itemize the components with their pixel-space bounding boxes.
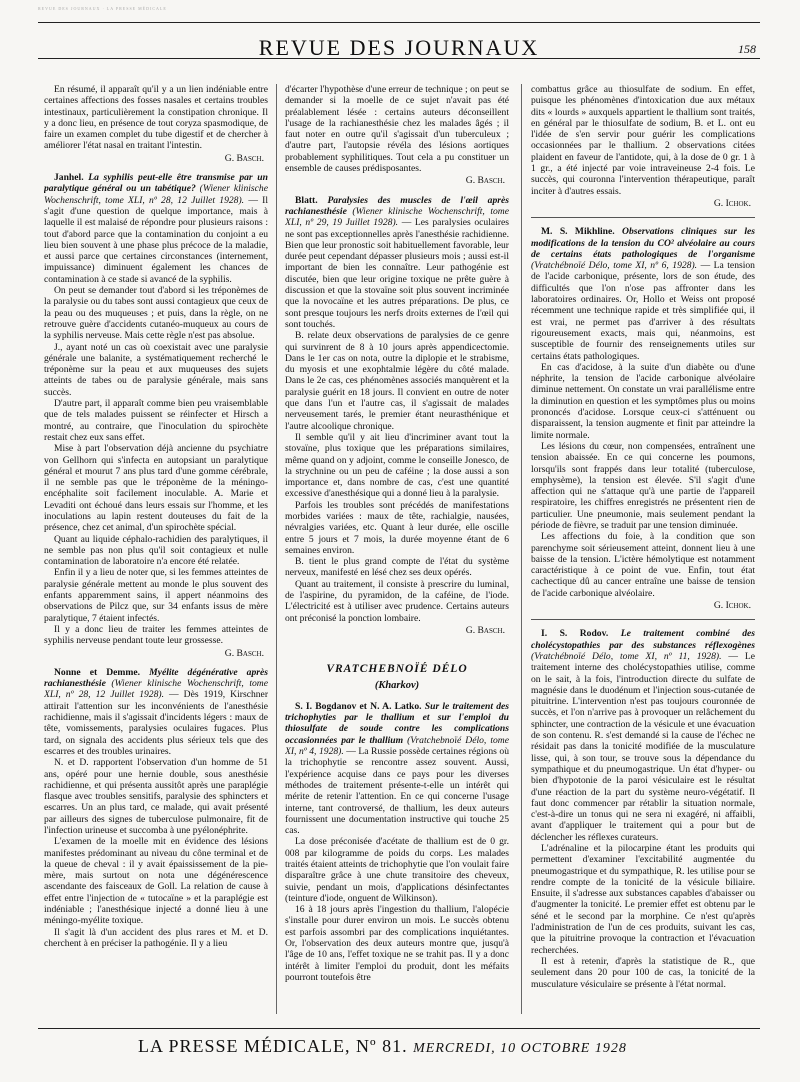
article-nonne-demme: [44, 667, 268, 949]
paragraph: Il y a donc lieu de traiter les femmes atteintes de syphilis nerveuse pendant toute leur grossesse.: [44, 623, 268, 647]
article-heading: [44, 667, 268, 757]
paragraph: Enfin il y a lieu de noter que, si les femmes atteintes de paralysie générale mettent au monde le plus souvent des enfants apparemment sains, il appert néanmoins des observations de Pilcz que, sur 34 enfants issus de mère paralytique, 7 étaient infectés.: [44, 567, 268, 624]
article-heading: [531, 226, 755, 362]
column-right: [531, 84, 755, 1014]
article-author: I. S. Rodov.: [541, 628, 609, 640]
article-bogdanov-latko: [285, 701, 509, 983]
article-source: (Wiener klinische Wochenschrift, tome XLI, nº 28, 12 Juillet 1928).: [44, 183, 268, 206]
article-heading: [44, 172, 268, 285]
paragraph: B. relate deux observations de paralysies de ce genre qui survinrent de 8 à 10 jours après appendicectomie. Dans le 1er cas on nota, outre la diplopie et le strabisme, du myosis et une exophtalmie légère du côté malade. Dans le 2e cas, ces phénomènes associés manquèrent et la paralysie guérit en 18 jours. Il convient en outre de noter que dans l'un et l'autre cas, il s'agissait de malades nerveusement tarés, le premier étant neurasthénique et l'autre alcoolique chronique.: [285, 330, 509, 432]
issue-date: MERCREDI, 10 OCTOBRE 1928: [413, 1041, 627, 1056]
paragraph: 16 à 18 jours après l'ingestion du thallium, l'alopécie s'installe pour durer environ un mois. Le succès obtenu est parfois assombri par des complications inquiétantes. Or, l'observation des deux auteurs montre que, jusqu'à l'âge de 10 ans, l'effet toxique ne se trahit pas. Il y a donc intérêt à limiter l'emploi du produit, dont les méfaits pourront toutefois être: [285, 904, 509, 983]
paragraph: d'écarter l'hypothèse d'une erreur de technique ; on peut se demander si la moelle de ce sujet n'avait pas été préalablement lésée : certains auteurs déconseillent l'usage de la rachianesthésie chez les malades âgés ; il faut noter en outre qu'il s'agissait d'un tuberculeux ; d'autre part, l'autopsie révéla des lésions aortiques probablement syphilitiques. Tout cela a pu constituer un ensemble de causes prédisposantes.: [285, 84, 509, 175]
article-source: (Wiener klinische Wochenschrift, tome XLI, nº 29, 19 Juillet 1928).: [285, 205, 509, 229]
paragraph: — Les paralysies oculaires ne sont pas exceptionnelles après l'anesthésie rachidienne. Bien que leur pronostic soit habituellement favorable, leur durée peut cependant dépasser plusieurs mois ; aussi est-il important de bien les connaître. Leur pathogénie est discutée, bien que leur origine toxique ne prête guère à discussion et que la stovaïne soit plus souvent incriminée que la novocaïne et les autres préparations. De plus, ce sont presque toujours les nerfs droits externes de l'œil qui sont touchés.: [285, 217, 509, 330]
article-author: Janhel.: [54, 172, 84, 184]
page-title: REVUE DES JOURNAUX: [258, 35, 540, 60]
paragraph: — Le traitement interne des cholécystopathies utilise, comme on le sait, à la fois, l'introduction directe du sulfate de magnésie dans le duodénum et l'injection sous-cutanée de pituitrine. L'intervention n'est pas toujours couronnée de succès, et l'on n'arrive pas à provoquer un relâchement du sphincter, une contraction de la vésicule et une évacuation de son contenu. R. s'est demandé si la cause de l'échec ne résidait pas dans la tonicité modifiée de la musculature lisse, qui, à son tour, se trouve sous la dépendance du sympathique et du pneumogastrique. Un état d'hyper- ou bien d'hypotonie de la paroi vésiculaire est le résultat d'une réaction de la part du système neuro-végétatif. Il faut donc commencer par rétablir la situation normale, c'est-à-dire un tonus qui ne sera ni exagéré, ni affaibli, avant d'appliquer le traitement qui a pour but de déclencher les réflexes curateurs.: [531, 650, 755, 843]
section-subtitle: (Kharkov): [374, 679, 420, 691]
paragraph: L'adrénaline et la pilocarpine étant les produits qui permettent d'examiner l'excitabilité augmentée du pneumogastrique et du sympathique, R. les utilise pour se rendre compte de la tonicité de la vésicule biliaire. Ensuite, il s'adresse aux substances capables d'abaisser ou d'augmenter la tonicité. Le premier effet est obtenu par le séné et le second par la morphine. Ce n'est qu'après l'administration de l'un de ces produits, suivant les cas, que la pituitrine provoque la contraction et l'évacuation recherchées.: [531, 843, 755, 956]
paragraph: En résumé, il apparaît qu'il y a un lien indéniable entre certaines affections des fosses nasales et certains troubles intestinaux, particulièrement la constipation chronique. Il y a donc lieu, en présence de tout coryza spasmodique, de faire un examen complet du tube digestif et de chercher à améliorer l'état nasal en traitant l'intestin.: [44, 84, 268, 152]
paragraph: L'examen de la moelle mit en évidence des lésions manifestes prédominant au niveau du cône terminal et de la queue de cheval : il y avait épaississement de la pie-mère, mais surtout on nota une dégénérescence ascendante des faisceaux de Goll. La relation de cause à effet entre l'injection de « tutocaïne » et la paraplégie est indéniable ; l'anesthésique injecté a donné lieu à une méningo-myélite toxique.: [44, 836, 268, 927]
article-heading: [531, 628, 755, 843]
paragraph: Quant au liquide céphalo-rachidien des paralytiques, il ne semble pas non plus qu'il soit contagieux et nulle contamination de laboratoire n'a encore été relatée.: [44, 533, 268, 568]
article-heading: [285, 701, 509, 837]
header-bottom-rule: [38, 58, 760, 59]
article-rodov: [531, 628, 755, 990]
paragraph: Parfois les troubles sont précédés de manifestations morbides variées : maux de tête, rachialgie, nausées, névralgies variées, etc. Quant à leur durée, elle oscille entre 5 jours et 7 mois, la durée moyenne étant de 6 semaines environ.: [285, 499, 509, 556]
signature: G. Basch.: [224, 152, 264, 164]
paragraph: — Il s'agit d'une question de quelque importance, mais à laquelle il est malaisé de répondre pour plusieurs raisons : tout d'abord parce que la contamination du conjoint a eu lieu bien souvent à une phase plus précoce de la maladie, et aussi parce que certaines circonstances (internement, impuissance) diminuent également les chances de contamination à ce stade si avancé de la syphilis.: [44, 194, 268, 285]
paragraph: Il est à retenir, d'après la statistique de R., que seulement dans 20 pour 100 de cas, la tonicité de la musculature vésiculaire se présente à l'état normal.: [531, 955, 755, 990]
article-source: (Wiener klinische Wochenschrift, tome XLI, nº 28, 12 Juillet 1928).: [44, 678, 268, 701]
article-title: Paralysies des muscles de l'œil après rachianesthésie: [285, 194, 509, 217]
article-blatt: [285, 195, 509, 637]
column-middle: [285, 84, 509, 1014]
issue-number: Nº 81.: [356, 1036, 408, 1056]
section-title: VRATCHEBNOÏÉ DÉLO: [326, 663, 468, 676]
paragraph: combattus grâce au thiosulfate de sodium. En effet, puisque les phénomènes d'intoxication due aux métaux dits « lourds » auxquels appartient le thallium sont traités, en général par le thiosulfate de sodium, B. et L. ont eu l'idée de s'en servir pour guérir les complications occasionnées par le thallium. 2 observations citées plaident en faveur de l'antidote, qui, à la dose de 0 gr. 1 à 1 gr., a été injecté par voie intraveineuse 2-4 fois. Le succès, qui couronna l'intervention thérapeutique, paraît inciter à d'autres essais.: [531, 84, 755, 197]
paragraph: Les affections du foie, à la condition que son parenchyme soit sérieusement atteint, donnent lieu à une baisse de la tension. L'ictère hémolytique est notamment caractéristique à ce point de vue. Enfin, tout état cachectique dû au cancer entraîne une baisse de tension de l'acide carbonique alvéolaire.: [531, 531, 755, 599]
article-continuation: [531, 84, 755, 209]
article-continuation: [44, 84, 268, 164]
article-author: Nonne et Demme.: [54, 666, 141, 678]
paragraph: — Dès 1919, Kirschner attirait l'attention sur les inconvénients de l'anesthésie rachidienne, mais il s'agissait d'incidents légers : maux de tête, vomissements, paralysies oculaires fugaces. Plus tard, on signala des accidents plus sérieux tels que des escarres et des troubles urinaires.: [44, 689, 268, 757]
signature: G. Ichok.: [713, 197, 751, 209]
paragraph: B. tient le plus grand compte de l'état du système nerveux, manifesté en lésé chez ses deux opérés.: [285, 556, 509, 579]
article-continuation: [285, 84, 509, 187]
signature: G. Ichok.: [713, 600, 751, 612]
article-source: (Vratchébnoïé Délo, tome XI, nº 11, 1928).: [531, 650, 722, 662]
signature: G. Basch.: [465, 624, 505, 636]
paragraph: Il s'agit là d'un accident des plus rares et M. et D. cherchent à en préciser la pathogénie. Il y a lieu: [44, 926, 268, 949]
article-source: (Vratchebnoïé Délo, tome XI, nº 4, 1928).: [285, 734, 509, 758]
page-number: 158: [738, 42, 756, 56]
article-author: M. S. Mikhline.: [541, 226, 615, 238]
article-title: La syphilis peut-elle être transmise par un paralytique général ou un tabétique?: [44, 172, 268, 195]
article-source: (Vratchébnoïé Délo, tome XI, nº 6, 1928).: [531, 260, 698, 272]
paragraph: On peut se demander tout d'abord si les tréponèmes de la paralysie ou du tabes sont aussi contagieux que ceux de la peau ou des muqueuses ; et puis, dans la règle, on ne retrouve guère d'accidents cutanéo-muqueux au cours de la syphilis nerveuse. Mais cette règle n'est pas absolue.: [44, 285, 268, 342]
article-mikhline: [531, 226, 755, 611]
column-divider: [521, 84, 522, 1014]
paragraph: J., ayant noté un cas où coexistait avec une paralysie générale une balanite, a systématiquement recherché le tréponème sur la peau et aux muqueuses des sujets atteints de tabes ou de paralysie générale, mais sans succès.: [44, 341, 268, 398]
journal-name: LA PRESSE MÉDICALE,: [138, 1036, 351, 1056]
article-title: Observations cliniques sur les modifications de la tension du CO² alvéolaire au cours de certains états pathologiques de l'organisme: [531, 226, 755, 260]
paragraph: Quant au traitement, il consiste à prescrire du luminal, de l'aspirine, du pyramidon, de la caféine, de l'iode. L'électricité est à utiliser avec prudence. Certains auteurs ont préconisé la ponction lombaire.: [285, 578, 509, 624]
top-strip: REVUE DES JOURNAUX · LA PRESSE MÉDICALE: [38, 6, 167, 11]
paragraph: — La tension de l'acide carbonique, présente, lors de son étude, des difficultés que l'on n'ose pas affronter dans les laboratoires ordinaires. Or, Hollo et Weiss ont proposé récemment une technique rapide et très simplifiée qui, il est vrai, ne permet pas d'arriver à des résultats rigoureusement exacts, mais qui, néanmoins, est susceptible de fournir des renseignements utiles sur certains états pathologiques.: [531, 260, 755, 362]
footer-rule: [38, 1028, 760, 1029]
article-heading: [285, 195, 509, 331]
article-separator: [531, 619, 755, 620]
article-title: Le traitement combiné des cholécystopathies par des substances réflexogènes: [531, 628, 755, 651]
article-separator: [531, 217, 755, 218]
paragraph: Mise à part l'observation déjà ancienne du psychiatre von Gellhorn qui s'infecta en autopsiant un paralytique général et mourut 7 ans plus tard d'une gomme cérébrale, il ne semble pas que le tréponème de la méningo-encéphalite soit facilement inoculable. A. Marie et Levaditi ont échoué dans leurs essais sur l'homme, et les inoculations au lapin restent douteuses du fait de la présence, chez cet animal, d'un spirochète spécial.: [44, 443, 268, 534]
signature: G. Basch.: [465, 175, 505, 187]
article-janhel: [44, 172, 268, 659]
article-title: Sur le traitement des trichophyties par le thallium et sur l'emploi du thiosulfate de soude contre les complications occasionnées par le thallium: [285, 700, 509, 746]
paragraph: Les lésions du cœur, non compensées, entraînent une tension abaissée. En ce qui concerne les poumons, lorsqu'ils sont frappés dans leur totalité (tuberculose, emphysème), la tension est élevée. S'il s'agit d'une affection qui ne s'attaque qu'à une partie de l'appareil respiratoire, les chiffres enregistrés ne présentent rien de particulier. Une pneumonie, mais seulement pendant la période de fièvre, se traduit par une tension diminuée.: [531, 440, 755, 531]
paragraph: D'autre part, il apparaît comme bien peu vraisemblable que de tels malades puissent se réinfecter et Hirsch a montré, au contraire, que l'inoculation du spirochète restait chez eux sans effet.: [44, 398, 268, 443]
paragraph: N. et D. rapportent l'observation d'un homme de 51 ans, opéré pour une hernie double, sous anesthésie rachidienne, et qui présenta aussitôt après une paraplégie flasque avec troubles sensitifs, paralysie des sphincters et escarres. Un an plus tard, ce malade, qui avait présenté par ailleurs des signes de tuberculose pulmonaire, fit de l'infection urineuse et succomba à une pyélonéphrite.: [44, 757, 268, 836]
header-top-rule: [38, 22, 760, 23]
paragraph: En cas d'acidose, à la suite d'un diabète ou d'une néphrite, la tension de l'acide carbonique alvéolaire diminue nettement. On constate un vrai parallélisme entre la diminution en question et les symptômes plus ou moins prononcés d'acidose. Lorsque ceux-ci s'atténuent ou disparaissent, la tension augmente et finit par atteindre la limite normale.: [531, 361, 755, 441]
page-footer: [38, 1028, 760, 1062]
footer-text: [138, 1036, 627, 1057]
signature: G. Basch.: [224, 647, 264, 659]
column-left: [44, 84, 268, 1014]
paragraph: — La Russie possède certaines régions où la trichophytie se rencontre assez souvent. Aussi, l'expérience acquise dans ce pays pour les diverses méthodes de traitement présente-t-elle un intérêt qui mérite de retenir l'attention. En ce qui concerne l'usage interne, tant controversé, de thallium, les deux auteurs fournissent une documentation instructive qui touche 25 cas.: [285, 746, 509, 837]
paragraph: Il semble qu'il y ait lieu d'incriminer avant tout la stovaïne, plus toxique que les préparations similaires, même quand on y adjoint, comme le conseille Jonesco, de la strychnine ou un peu de caféine ; la dose aussi a son importance et, dans nombre de cas, c'est une quantité excessive d'anesthésique qui a donné lieu à la paralysie.: [285, 431, 509, 500]
article-author: Blatt.: [295, 194, 318, 206]
column-divider: [276, 84, 277, 1014]
page-header: [38, 14, 760, 62]
article-title: Myélite dégénérative après rachianesthésie: [44, 666, 268, 690]
paragraph: La dose préconisée d'acétate de thallium est de 0 gr. 008 par kilogramme de poids du corps. Les malades traités étaient atteints de trichophytie que l'on voulait faire disparaître grâce à une chute transitoire des cheveux, suivie, pendant un mois, d'applications désinfectantes (teinture d'iode, onguent de Wilkinson).: [285, 836, 509, 904]
article-author: S. I. Bogdanov et N. A. Latko.: [295, 700, 422, 712]
